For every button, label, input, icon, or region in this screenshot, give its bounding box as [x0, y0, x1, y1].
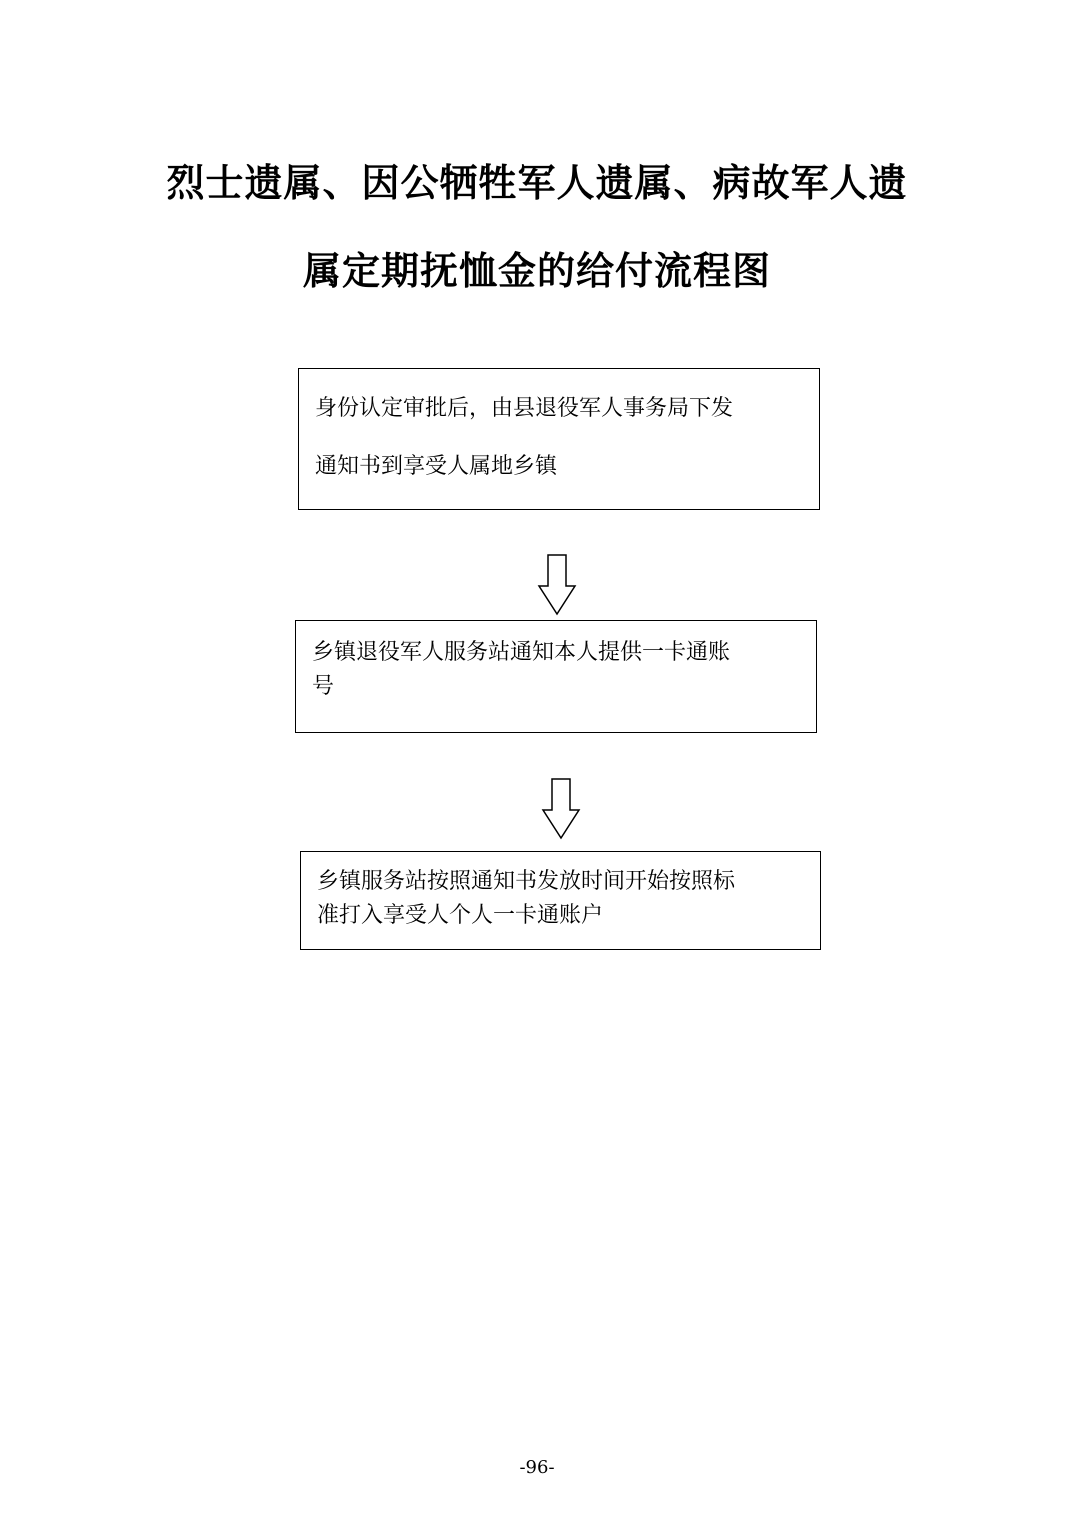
flow-step-3-text-line-2: 准打入享受人个人一卡通账户 [317, 903, 604, 928]
page-title-line-2: 属定期抚恤金的给付流程图 [302, 248, 771, 293]
flow-step-1-text-line-2: 通知书到享受人属地乡镇 [315, 454, 558, 479]
flow-step-3-box [300, 851, 821, 950]
flow-step-3-text-line-1: 乡镇服务站按照通知书发放时间开始按照标 [317, 869, 736, 894]
down-arrow-icon [537, 554, 577, 616]
down-arrow-icon [541, 778, 581, 840]
flow-step-1-text-line-1: 身份认定审批后，由县退役军人事务局下发 [315, 396, 734, 421]
flow-step-2-text-line-2: 号 [312, 674, 335, 699]
flow-step-2-box [295, 620, 817, 733]
page-number: -96- [519, 1457, 555, 1478]
flow-step-2-text-line-1: 乡镇退役军人服务站通知本人提供一卡通账 [312, 640, 731, 665]
page-title-line-1: 烈士遗属、因公牺牲军人遗属、病故军人遗 [166, 160, 908, 205]
flow-step-1-box [298, 368, 820, 510]
